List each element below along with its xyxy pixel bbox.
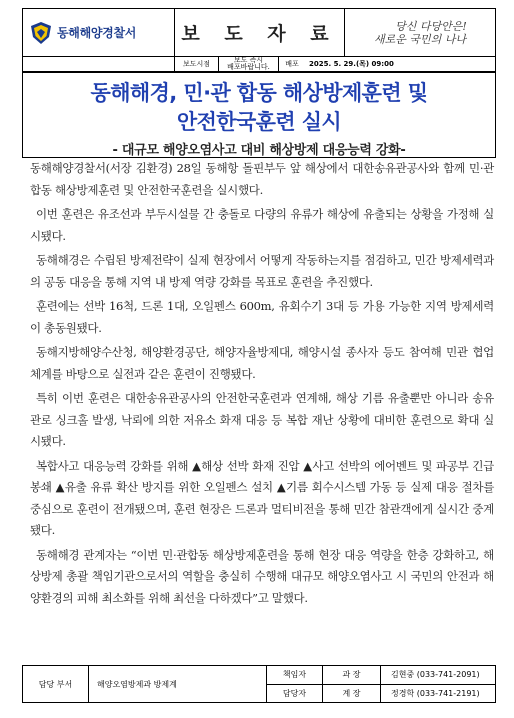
contact-role: 담당자 — [267, 685, 323, 703]
contact-person: 김현중 (033-741-2091) — [391, 670, 480, 680]
slogan-line-2: 새로운 국민의 나나 — [373, 32, 466, 46]
embargo-line-1: 보도 즉시 — [233, 56, 264, 64]
contact-row — [267, 684, 495, 703]
paragraph: 동해해경 관계자는 “이번 민·관합동 해상방제훈련을 통해 현장 대응 역량을 한층 강화하고, 해상방제 총괄 책임기관으로서의 역할을 충실히 수행해 대규모 해양오염사고 시 국민의 안전과 해양환경의 피해 최소화를 위해 최선을 다하겠다”고 말했다. — [30, 547, 494, 605]
contact-row — [267, 666, 495, 684]
paragraph: 특히 이번 훈련은 대한송유관공사의 안전한국훈련과 연계해, 해상 기름 유출뿐만 아니라 송유관로 싱크홀 발생, 낙뢰에 의한 저유소 화재 대응 등 복합 재난 상황에 대비한 훈련으로 확대 실시됐다. — [30, 391, 494, 448]
contact-position: 과 장 — [323, 666, 381, 684]
organization-block — [23, 9, 175, 56]
slogan-line-1: 당신 다당안은! — [395, 19, 467, 33]
headline-line-1: 동해해경, 민·관 합동 해상방제훈련 및 — [90, 81, 428, 105]
department-label: 담당 부서 — [23, 666, 89, 702]
department-name: 해양오염방제과 방제계 — [89, 666, 267, 702]
paragraph: 복합사고 대응능력 강화를 위해 ▲해상 선박 화재 진압 ▲사고 선박의 에어벤트 및 파공부 긴급 봉쇄 ▲유출 유류 확산 방지를 위한 오일펜스 설치 ▲기름 회수시스템 가동 등 실제 대응 절차를 중심으로 훈련이 전개됐으며, 훈련 현장은 드론과 멀티비전을 통해 민간 참관객에게 실시간 중계됐다. — [30, 458, 494, 537]
release-info-row — [22, 56, 496, 72]
paragraph: 동해해경은 수립된 방제전략이 실제 현장에서 어떻게 작동하는지를 점검하고, 민간 방제세력과의 공동 대응을 통해 지역 내 방제 역량 강화를 목표로 훈련을 추진했다. — [30, 253, 494, 289]
document-type-title: 보 도 자 료 — [175, 9, 345, 56]
paragraph: 동해지방해양수산청, 해양환경공단, 해양자율방제대, 해양시설 종사자 등도 참여해 민관 협업 체계를 바탕으로 실전과 같은 훈련이 진행됐다. — [30, 345, 494, 381]
contact-person: 정경학 (033-741-2191) — [391, 688, 480, 698]
contact-table — [22, 665, 496, 703]
paragraph: 동해해양경찰서(서장 김환경) 28일 동해항 돌핀부두 앞 해상에서 대한송유관공사와 함께 민·관 합동 해상방제훈련 및 안전한국훈련을 실시했다. — [30, 161, 494, 197]
embargo-note — [219, 57, 279, 71]
embargo-line-2: 배포바랍니다. — [227, 63, 270, 71]
article-body — [30, 158, 494, 612]
release-time-label: 보도시점 — [175, 57, 219, 71]
paragraph: 훈련에는 선박 16척, 드론 1대, 오일펜스 600m, 유회수기 3대 등 가용 가능한 지역 방제세력이 총동원됐다. — [30, 299, 494, 335]
headline-box — [22, 72, 496, 158]
paragraph: 이번 훈련은 유조선과 부두시설물 간 충돌로 다량의 유류가 해상에 유출되는 상황을 가정해 실시됐다. — [30, 207, 494, 243]
coast-guard-emblem-icon — [29, 21, 53, 45]
subheadline: - 대규모 해양오염사고 대비 해상방제 대응능력 강화- — [112, 143, 406, 158]
contact-list — [267, 666, 495, 702]
distribution-label: 배포 — [285, 60, 299, 68]
headline-line-2: 안전한국훈련 실시 — [176, 110, 342, 134]
slogan — [345, 9, 495, 56]
contact-role: 책임자 — [267, 666, 323, 684]
distribution-date: 2025. 5. 29.(목) 09:00 — [309, 60, 394, 68]
release-info-spacer — [23, 57, 175, 71]
press-release-header — [22, 8, 496, 57]
contact-position: 계 장 — [323, 685, 381, 703]
organization-name: 동해해양경찰서 — [57, 26, 137, 40]
